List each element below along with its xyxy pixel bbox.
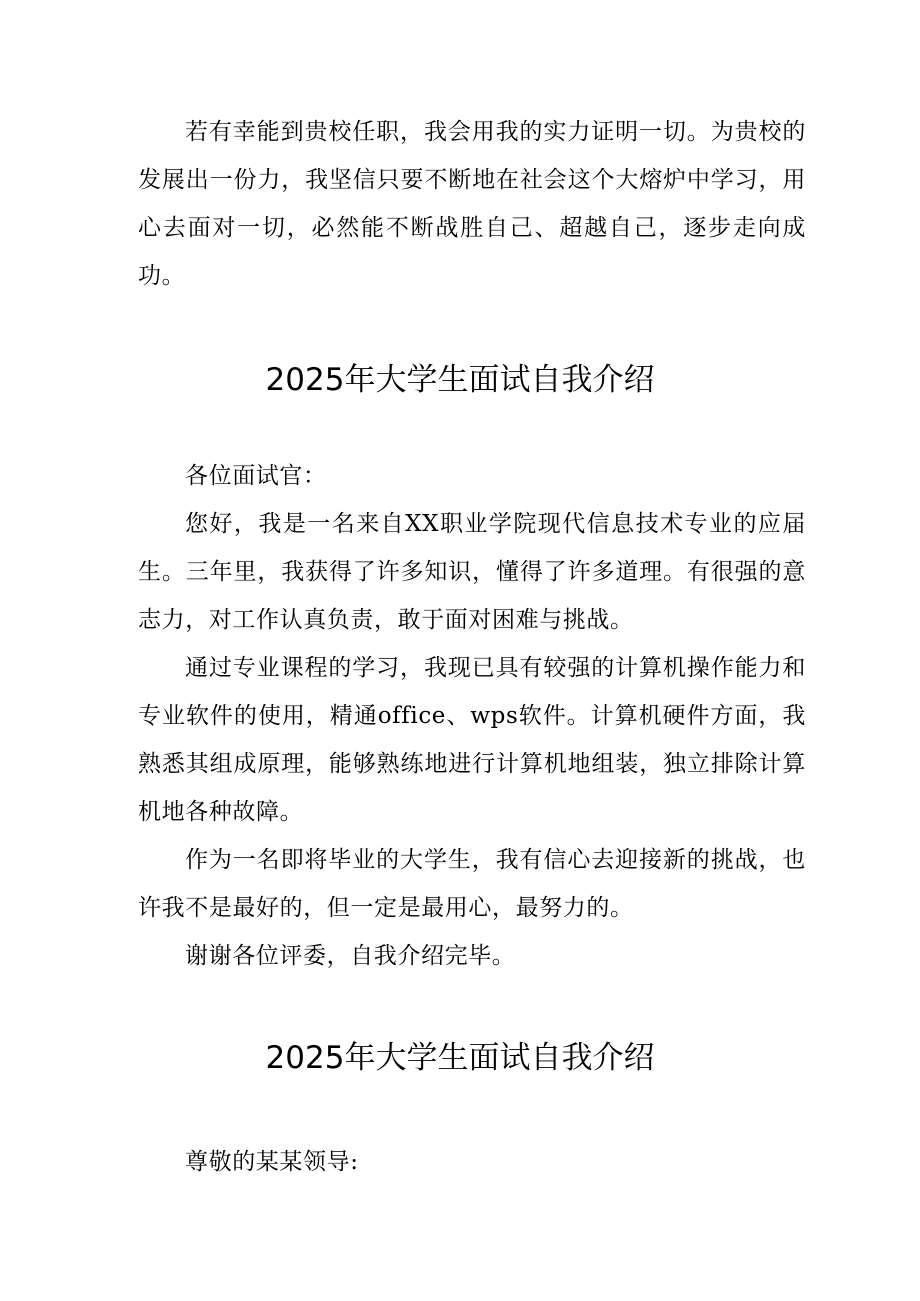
section-2-title: 2025年大学生面试自我介绍 bbox=[265, 1040, 655, 1076]
section-1-paragraph-1: 您好，我是一名来自XX职业学院现代信息技术专业的应届生。三年里，我获得了许多知识，懂得了许多道理。有很强的意志力，对工作认真负责，敢于面对困难与挑战。 bbox=[138, 511, 806, 633]
section-2-salutation: 尊敬的某某领导: bbox=[185, 1149, 359, 1175]
section-1-salutation: 各位面试官： bbox=[185, 463, 327, 489]
section-1-title: 2025年大学生面试自我介绍 bbox=[265, 362, 655, 398]
section-1-paragraph-2: 通过专业课程的学习，我现已具有较强的计算机操作能力和专业软件的使用，精通office、wps软件。计算机硬件方面，我熟悉其组成原理，能够熟练地进行计算机地组装，独立排除计算机地各种故障。 bbox=[138, 655, 806, 825]
section-1-closing: 谢谢各位评委，自我介绍完毕。 bbox=[185, 943, 516, 969]
intro-paragraph: 若有幸能到贵校任职，我会用我的实力证明一切。为贵校的发展出一份力，我坚信只要不断地在社会这个大熔炉中学习，用心去面对一切，必然能不断战胜自己、超越自己，逐步走向成功。 bbox=[138, 119, 806, 289]
section-1-paragraph-3: 作为一名即将毕业的大学生，我有信心去迎接新的挑战，也许我不是最好的，但一定是最用心，最努力的。 bbox=[138, 847, 806, 921]
